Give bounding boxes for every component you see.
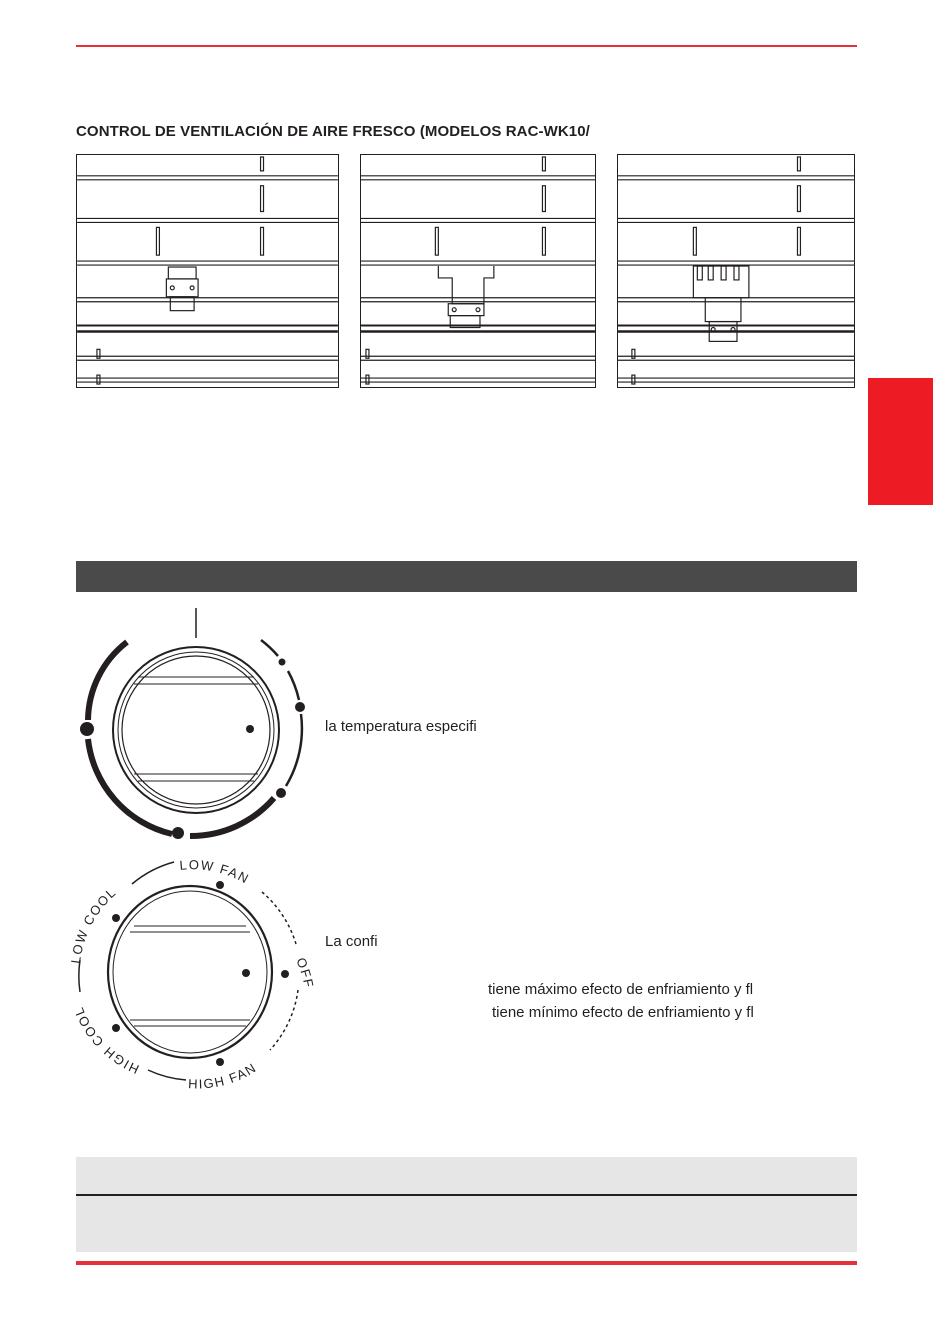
dial-label-high-cool: HIGH COOL — [70, 1004, 142, 1077]
dial-label-high-fan: HIGH FAN — [187, 1059, 260, 1092]
fan-speed-dial[interactable] — [70, 852, 315, 1097]
low-setting-description: tiene mínimo efecto de enfriamiento y fl — [492, 1004, 754, 1021]
note-box-header — [76, 1157, 857, 1194]
side-section-tab — [868, 378, 933, 505]
section-title: CONTROL DE VENTILACIÓN DE AIRE FRESCO (MODELOS RAC-WK10/ — [76, 123, 590, 140]
high-setting-description: tiene máximo efecto de enfriamiento y fl — [488, 981, 754, 998]
vent-illustration-open — [617, 154, 855, 388]
dial-label-low-fan: LOW FAN — [178, 857, 253, 887]
vent-illustration-closed — [76, 154, 339, 388]
fan-config-description: La confi — [325, 933, 378, 950]
vent-illustration-half-open — [360, 154, 596, 388]
thermostat-dial[interactable] — [76, 604, 306, 844]
dial-label-off: OF — [293, 955, 315, 981]
top-red-rule — [76, 45, 857, 47]
note-box-body — [76, 1196, 857, 1252]
bottom-red-rule — [76, 1261, 857, 1265]
thermostat-description: la temperatura especifi — [325, 718, 477, 735]
dial-label-low-cool: OW COOL — [70, 884, 120, 956]
section-header-bar — [76, 561, 857, 592]
